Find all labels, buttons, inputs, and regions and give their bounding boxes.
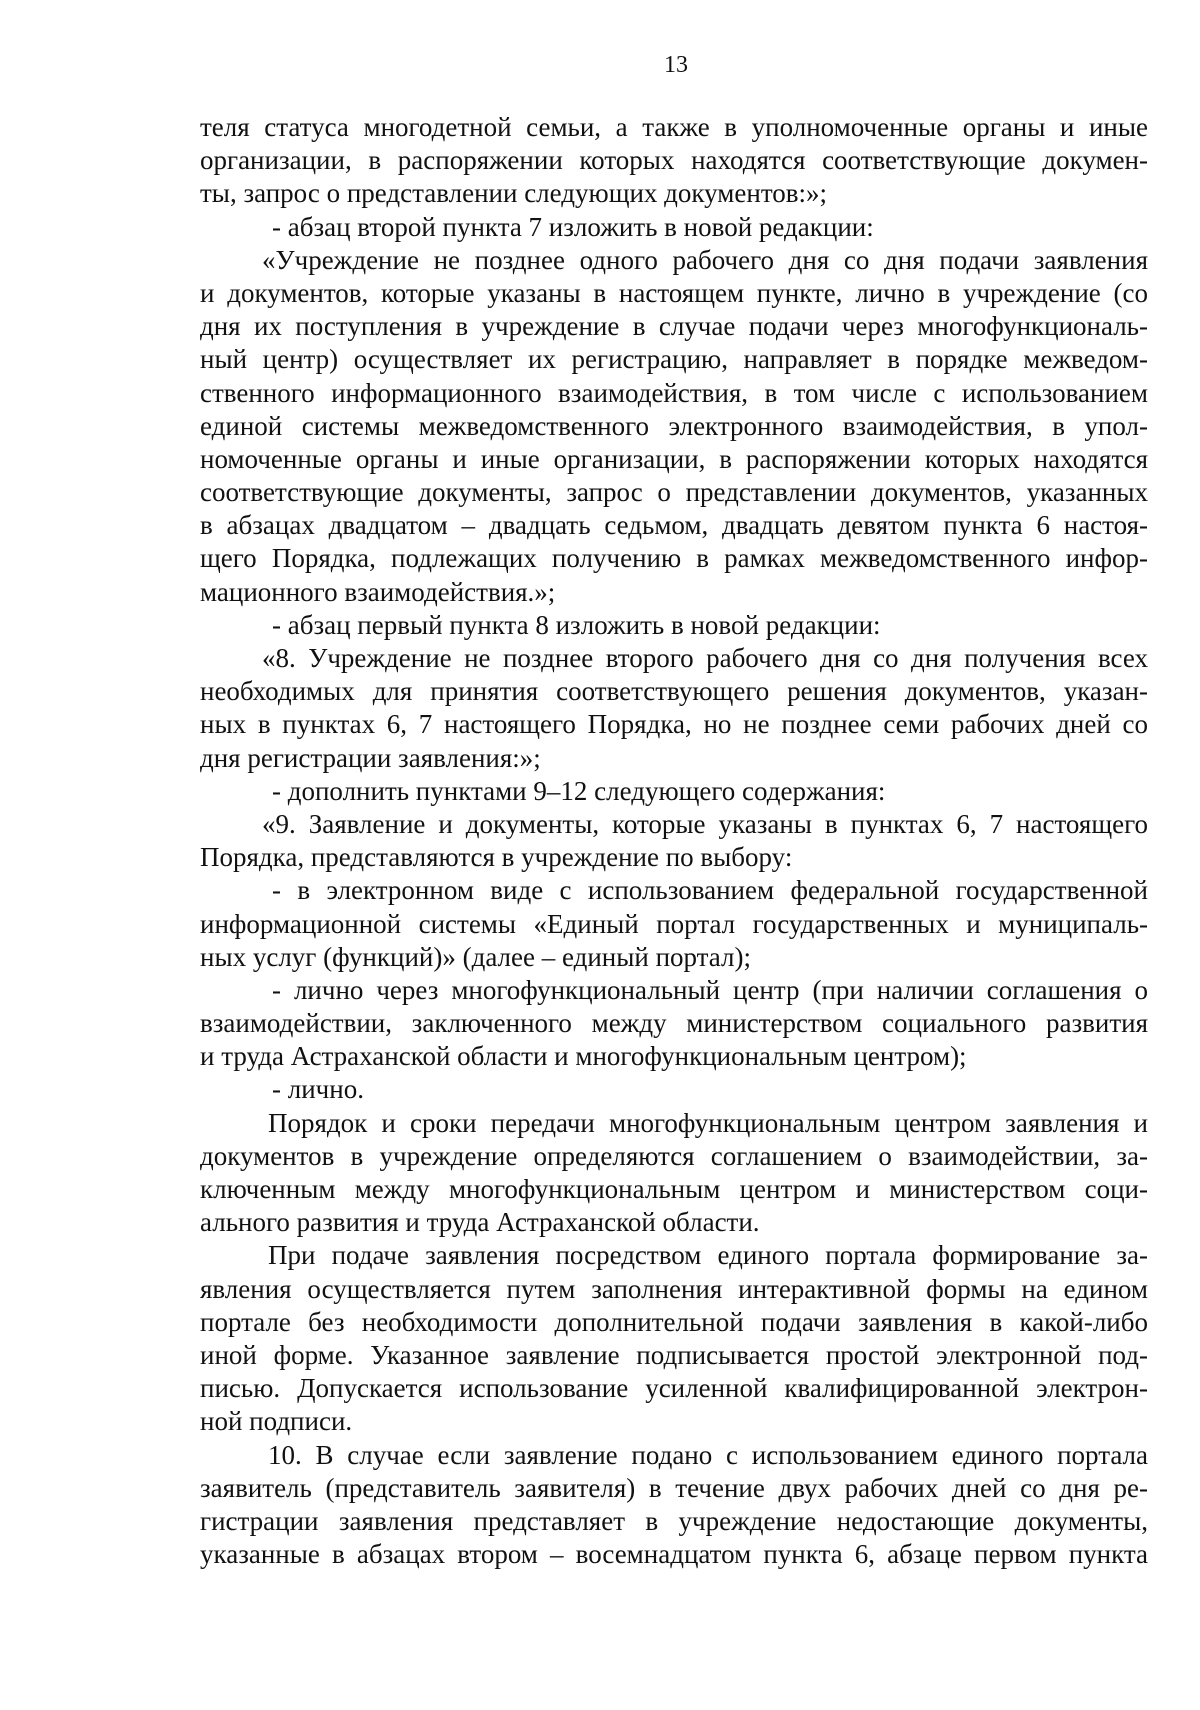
text-line: информационной системы «Единый портал государственных и муниципаль- — [200, 908, 1148, 939]
text-line: ты, запрос о представлении следующих документов:»; — [200, 178, 828, 209]
text-line: указанные в абзацах втором – восемнадцатом пункта 6, абзаце первом пункта — [200, 1539, 1148, 1570]
text-line: мационного взаимодействия.»; — [200, 576, 556, 607]
text-line: «8. Учреждение не позднее второго рабочего дня со дня получения всех — [262, 643, 1148, 673]
text-line: - абзац второй пункта 7 изложить в новой редакции: — [272, 211, 874, 242]
text-line: номоченные органы и иные организации, в распоряжении которых находятся — [200, 443, 1148, 474]
text-line: писью. Допускается использование усиленной квалифицированной электрон- — [200, 1373, 1148, 1404]
text-line: ального развития и труда Астраханской области. — [200, 1207, 760, 1238]
text-line: портале без необходимости дополнительной подачи заявления в какой-либо — [200, 1306, 1148, 1337]
text-line: Порядок и сроки передачи многофункциональным центром заявления и — [268, 1107, 1148, 1138]
text-line: соответствующие документы, запрос о представлении документов, указанных — [200, 477, 1148, 508]
text-line: 10. В случае если заявление подано с использованием единого портала — [268, 1439, 1148, 1470]
text-line: «Учреждение не позднее одного рабочего дня со дня подачи заявления — [262, 244, 1148, 275]
text-line: - лично через многофункциональный центр (при наличии соглашения о — [272, 974, 1148, 1005]
text-line: и труда Астраханской области и многофункциональным центром); — [200, 1041, 967, 1072]
text-line: ключенным между многофункциональным центром и министерством соци- — [200, 1174, 1148, 1204]
text-line: дня регистрации заявления:»; — [200, 742, 541, 773]
text-line: дня их поступления в учреждение в случае подачи через многофункциональ- — [200, 311, 1148, 342]
text-line: иной форме. Указанное заявление подписывается простой электронной под- — [200, 1339, 1148, 1370]
text-line: в абзацах двадцатом – двадцать седьмом, двадцать девятом пункта 6 настоя- — [200, 510, 1148, 541]
text-line: документов в учреждение определяются соглашением о взаимодействии, за- — [200, 1140, 1148, 1171]
text-line: - дополнить пунктами 9–12 следующего содержания: — [272, 775, 886, 806]
text-line: ной подписи. — [200, 1406, 353, 1437]
document-text — [200, 111, 1148, 1571]
page-number: 13 — [664, 52, 688, 78]
text-line: ный центр) осуществляет их регистрацию, направляет в порядке межведом- — [200, 344, 1148, 375]
text-line: единой системы межведомственного электронного взаимодействия, в упол- — [200, 410, 1148, 441]
text-line: взаимодействии, заключенного между министерством социального развития — [200, 1008, 1148, 1039]
text-line: «9. Заявление и документы, которые указаны в пунктах 6, 7 настоящего — [262, 808, 1148, 839]
text-line: - абзац первый пункта 8 изложить в новой редакции: — [272, 609, 881, 640]
text-line: теля статуса многодетной семьи, а также в уполномоченные органы и иные — [200, 112, 1148, 142]
text-line: гистрации заявления представляет в учреждение недостающие документы, — [200, 1505, 1148, 1536]
text-line: ных услуг (функций)» (далее – единый портал); — [200, 941, 751, 972]
text-line: - в электронном виде с использованием федеральной государственной — [272, 875, 1148, 906]
text-line: ных в пунктах 6, 7 настоящего Порядка, но не позднее семи рабочих дней со — [200, 709, 1148, 740]
text-line: организации, в распоряжении которых находятся соответствующие докумен- — [200, 145, 1148, 176]
text-line: явления осуществляется путем заполнения интерактивной формы на едином — [200, 1273, 1148, 1304]
text-line: щего Порядка, подлежащих получению в рамках межведомственного инфор- — [200, 543, 1148, 574]
text-line: Порядка, представляются в учреждение по выбору: — [200, 842, 793, 873]
text-line: необходимых для принятия соответствующего решения документов, указан- — [200, 676, 1148, 707]
text-line: и документов, которые указаны в настоящем пункте, лично в учреждение (со — [200, 277, 1148, 308]
text-line: - лично. — [272, 1074, 364, 1105]
text-line: При подаче заявления посредством единого портала формирование за- — [268, 1240, 1148, 1271]
text-line: ственного информационного взаимодействия, в том числе с использованием — [200, 377, 1148, 408]
text-line: заявитель (представитель заявителя) в течение двух рабочих дней со дня ре- — [200, 1472, 1148, 1503]
